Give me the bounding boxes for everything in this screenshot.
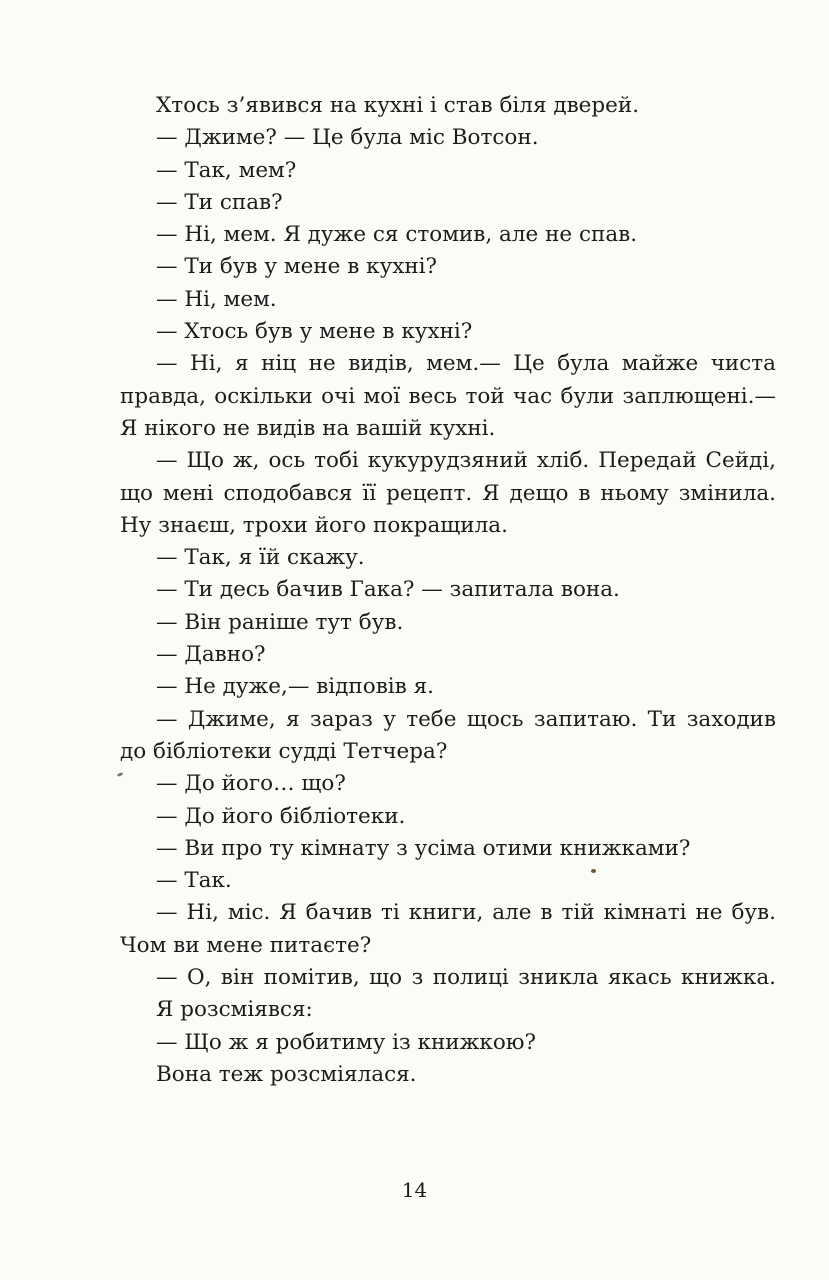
text-line: — Джиме, я зараз у тебе щось запитаю. Ти заходив xyxy=(156,706,776,732)
text-line: — Ти був у мене в кухні? xyxy=(156,254,438,280)
page-number: 14 xyxy=(401,1178,428,1202)
text-line: Хтось з’явився на кухні і став біля дверей. xyxy=(156,93,640,118)
text-line: Вона теж розсміялася. xyxy=(156,1061,417,1087)
text-line: — Що ж я робитиму із книжкою? xyxy=(156,1029,537,1055)
text-line: Я розсміявся: xyxy=(156,997,313,1023)
text-line: — Що ж, ось тобі кукурудзяний хліб. Передай Сейді, xyxy=(156,448,776,474)
text-line: правда, оскільки очі мої весь той час були заплющені.— xyxy=(120,383,776,409)
text-line: Я нікого не видів на вашій кухні. xyxy=(120,415,496,441)
text-line: — Давно? xyxy=(156,642,266,668)
text-line: — Так, я їй скажу. xyxy=(156,545,365,571)
text-line: — Ні, я ніц не видів, мем.— Це була майже чиста xyxy=(156,351,776,377)
text-line: — Не дуже,— відповів я. xyxy=(156,674,435,700)
text-line: що мені сподобався її рецепт. Я дещо в ньому змінила. xyxy=(120,480,776,506)
print-speck xyxy=(591,869,596,873)
text-line: — До його бібліотеки. xyxy=(156,803,406,829)
text-line: — Ні, міс. Я бачив ті книги, але в тій кімнаті не був. xyxy=(156,900,776,926)
text-line: — Ні, мем. Я дуже ся стомив, але не спав. xyxy=(156,222,638,248)
text-line: — Ні, мем. xyxy=(156,286,277,312)
text-line: — О, він помітив, що з полиці зникла якась книжка. xyxy=(156,965,776,991)
text-line: — Ви про ту кімнату з усіма отими книжками? xyxy=(156,835,691,861)
text-line: — Так. xyxy=(156,868,232,894)
text-line: — До його… що? xyxy=(156,771,346,797)
text-line: Чом ви мене питаєте? xyxy=(120,932,372,958)
text-line: Ну знаєш, трохи його покращила. xyxy=(120,512,508,538)
text-line: — Він раніше тут був. xyxy=(156,609,404,635)
text-line: — Ти спав? xyxy=(156,189,283,215)
text-line: — Хтось був у мене в кухні? xyxy=(156,319,473,345)
text-line: — Так, мем? xyxy=(156,157,297,183)
text-line: до бібліотеки судді Тетчера? xyxy=(120,738,448,764)
text-line: — Джиме? — Це була міс Вотсон. xyxy=(156,125,539,151)
body-text xyxy=(120,90,776,1091)
text-line: — Ти десь бачив Гака? — запитала вона. xyxy=(156,577,620,603)
